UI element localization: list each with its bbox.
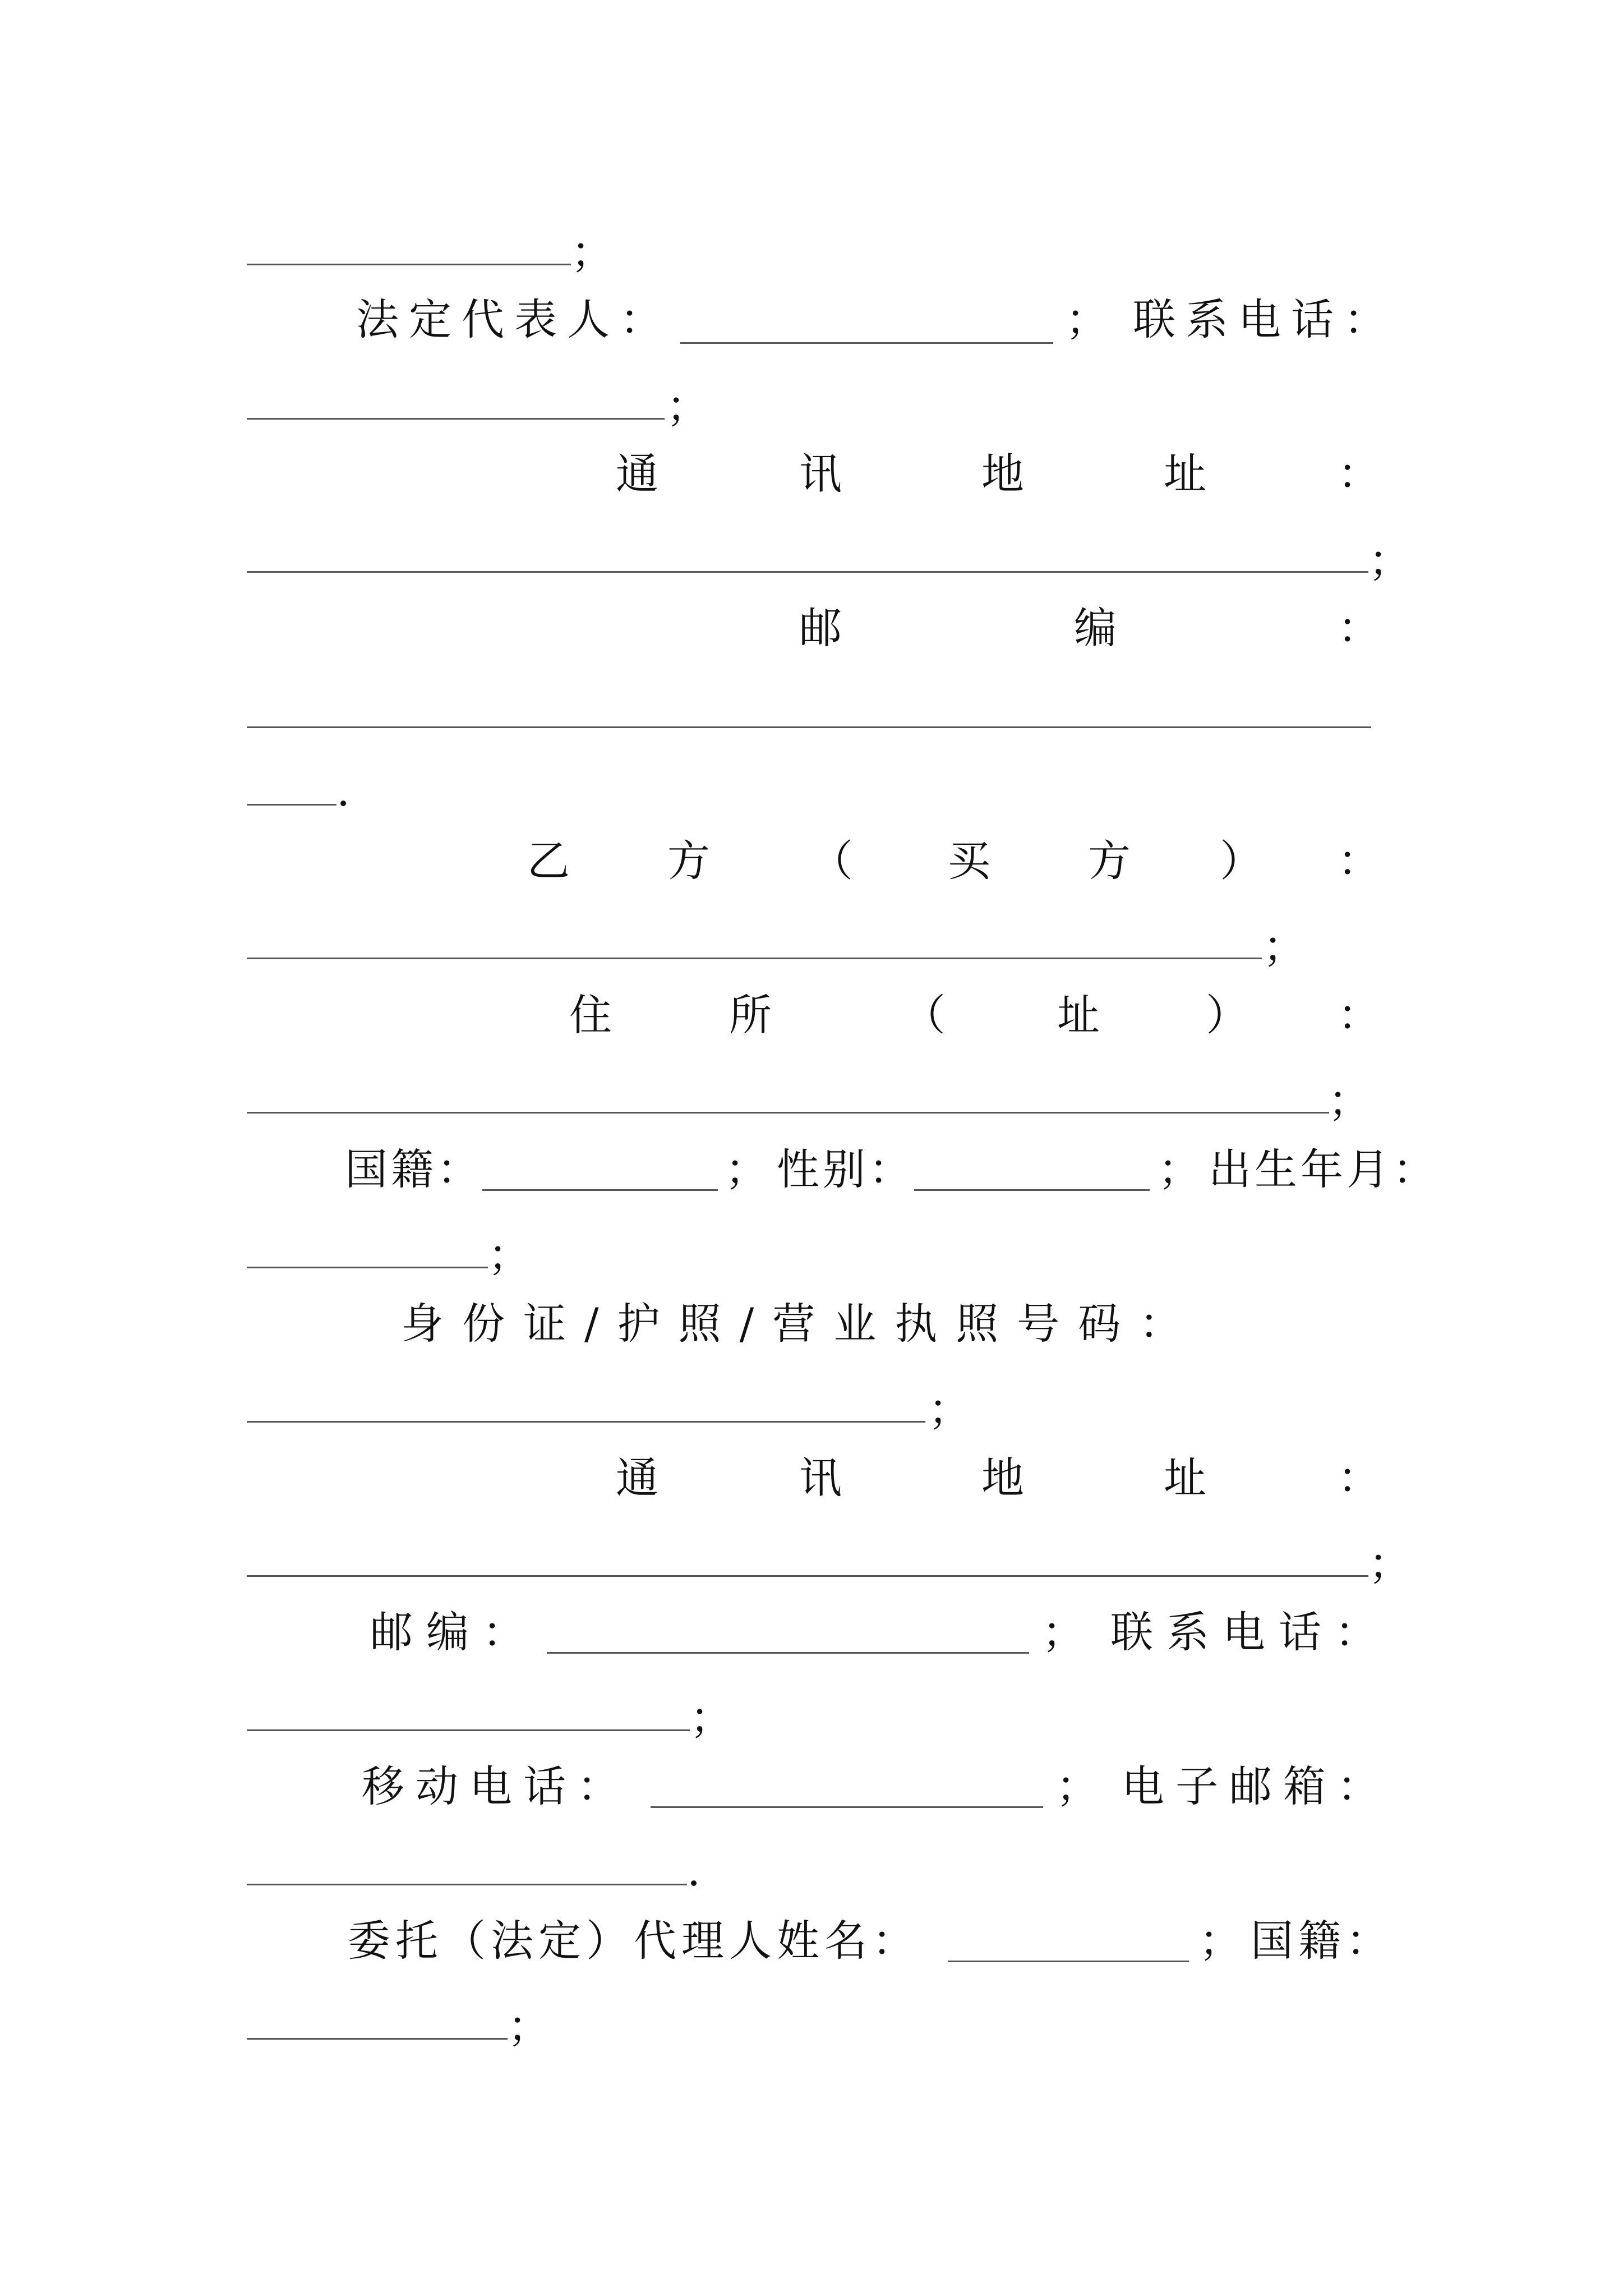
- residence-char: 所: [729, 990, 772, 1040]
- postcode-char: 邮: [799, 603, 842, 653]
- nationality-label: 国籍：: [345, 1144, 483, 1194]
- semicolon: ；: [488, 1230, 531, 1280]
- email-label: 电子邮箱：: [1122, 1761, 1391, 1811]
- address-blank[interactable]: [247, 1575, 1368, 1577]
- semicolon: ；: [1368, 1539, 1411, 1589]
- semicolon: ；: [1056, 1761, 1099, 1811]
- agent-name-blank[interactable]: [948, 1961, 1189, 1962]
- blank-line[interactable]: [247, 264, 571, 265]
- period: .: [687, 1846, 701, 1895]
- address-blank[interactable]: [247, 571, 1368, 573]
- address-char: 通: [616, 1453, 658, 1503]
- party-b-char: 乙: [527, 836, 570, 886]
- colon: ：: [1338, 836, 1380, 886]
- residence-blank[interactable]: [247, 1112, 1329, 1114]
- semicolon: ；: [690, 1693, 732, 1743]
- id-number-blank[interactable]: [247, 1421, 925, 1423]
- semicolon: ；: [666, 381, 709, 431]
- semicolon: ；: [1199, 1916, 1242, 1966]
- birth-date-label: 出生年月：: [1209, 1144, 1438, 1194]
- postcode-label: 邮编：: [370, 1607, 538, 1657]
- party-b-blank[interactable]: [247, 958, 1262, 959]
- residence-char: 址: [1057, 990, 1100, 1040]
- legal-representative-label: 法定代表人：: [356, 295, 672, 344]
- address-char: 讯: [799, 449, 842, 499]
- phone-blank[interactable]: [247, 418, 665, 420]
- gender-blank[interactable]: [914, 1189, 1150, 1191]
- address-char: 址: [1164, 1453, 1206, 1503]
- nationality-blank[interactable]: [247, 2038, 508, 2040]
- colon: ：: [1338, 990, 1380, 1040]
- semicolon: ；: [1158, 1144, 1201, 1194]
- phone-label: 联系电话：: [1110, 1607, 1391, 1657]
- semicolon: ；: [1328, 1076, 1371, 1126]
- party-b-char: ）: [1220, 836, 1262, 886]
- birth-date-blank[interactable]: [247, 1267, 488, 1268]
- party-b-char: 方: [667, 836, 710, 886]
- semicolon: ；: [1368, 536, 1411, 586]
- nationality-blank[interactable]: [482, 1189, 718, 1191]
- id-number-label: 身份证/护照/营业执照号码：: [401, 1299, 1201, 1349]
- postcode-blank[interactable]: [247, 726, 1371, 728]
- address-char: 地: [981, 1453, 1024, 1503]
- mobile-blank[interactable]: [651, 1806, 1043, 1808]
- postcode-char: 编: [1074, 603, 1117, 653]
- mobile-label: 移动电话：: [362, 1761, 631, 1811]
- semicolon: ；: [928, 1384, 971, 1434]
- address-char: 地: [981, 449, 1024, 499]
- party-b-char: 买: [948, 836, 990, 886]
- legal-representative-blank[interactable]: [680, 342, 1053, 344]
- address-char: 通: [616, 449, 658, 499]
- address-char: 址: [1164, 449, 1206, 499]
- semicolon: ；: [1066, 295, 1108, 344]
- address-char: 讯: [799, 1453, 842, 1503]
- gender-label: 性别：: [777, 1144, 915, 1194]
- colon: ：: [1338, 1453, 1380, 1503]
- postcode-blank[interactable]: [547, 1652, 1029, 1654]
- phone-label: 联系电话：: [1133, 295, 1396, 344]
- period: .: [336, 766, 351, 816]
- semicolon: ；: [508, 2001, 550, 2051]
- semicolon: ；: [1042, 1607, 1085, 1657]
- residence-char: ）: [1206, 990, 1248, 1040]
- semicolon: ；: [1263, 922, 1306, 972]
- residence-char: 住: [569, 990, 612, 1040]
- nationality-label: 国籍：: [1251, 1916, 1394, 1966]
- residence-char: （: [903, 990, 946, 1040]
- colon: ：: [1338, 449, 1380, 499]
- semicolon: ；: [725, 1144, 768, 1194]
- phone-blank[interactable]: [247, 1729, 690, 1731]
- email-blank[interactable]: [247, 1884, 687, 1885]
- party-b-char: （: [810, 836, 853, 886]
- colon: ：: [1338, 603, 1380, 653]
- postcode-blank-end[interactable]: [247, 804, 336, 806]
- semicolon: ；: [571, 227, 614, 277]
- agent-name-label: 委托（法定）代理人姓名：: [348, 1916, 920, 1966]
- party-b-char: 方: [1088, 836, 1131, 886]
